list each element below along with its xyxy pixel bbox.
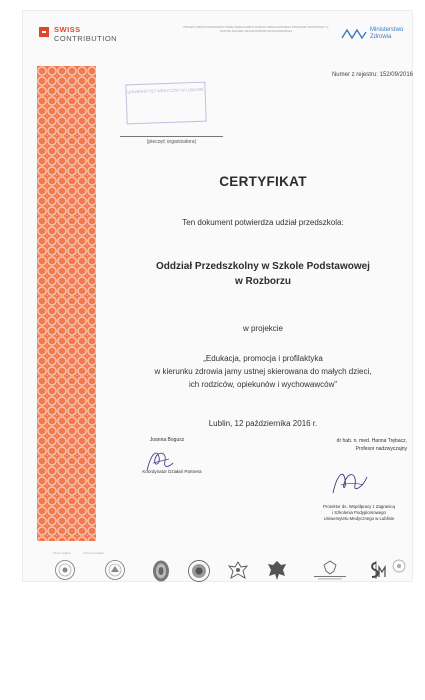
swiss-contribution-logo	[39, 25, 117, 43]
seal-label: (pieczęć organizatora)	[146, 139, 197, 145]
intro-text: Ten dokument potwierdza udział przedszkola:	[182, 218, 344, 227]
left-signatory-name: Joanna Bogusz	[149, 437, 185, 443]
registry-number: Numer z rejestru: 152/09/2016	[331, 72, 413, 78]
organizer-stamp: UNIWERSYTET MEDYCZNY W LUBLINIE	[125, 82, 206, 125]
ministry-logo	[341, 27, 403, 41]
ministry-line2: Zdrowia	[370, 34, 392, 40]
project-line2: w kierunku zdrowia jamy ustnej skierowana do małych dzieci,	[154, 367, 372, 376]
right-signatory-name-line1: dr hab. n. med. Hanna Trębacz,	[336, 438, 407, 444]
university-crest-icon	[310, 559, 350, 581]
seal-line	[120, 136, 223, 137]
right-signatory-role-line3: Uniwersytetu Medycznego w Lublinie	[323, 516, 395, 521]
partner-logos-row	[52, 559, 402, 585]
program-note: PROJEKT WSPÓŁFINANSOWANY PRZEZ SZWAJCARIĘ W RAMACH SZWAJCARSKIEGO PROGRAMU WSPÓŁPRACY Z NOWYMI KRAJAMI CZŁONKOWSKIMI UNII EUROPEJSKIEJ	[183, 26, 329, 33]
seal-icon	[150, 559, 172, 583]
place-and-date: Lublin, 12 października 2016 r.	[208, 419, 318, 428]
right-signatory-role-line2: i Szkolenia Podyplomowego	[332, 510, 386, 515]
right-signatory-role-line1: Prorektor ds. Współpracy z Zagranicą	[323, 504, 395, 509]
right-signatory-name-line2: Profesor nadzwyczajny	[355, 446, 407, 452]
certificate-title: CERTYFIKAT	[219, 174, 307, 189]
seal-icon	[54, 559, 76, 581]
logo-left-line1: SWISS	[54, 25, 81, 34]
partners-labels	[53, 552, 116, 555]
project-name	[113, 352, 413, 391]
decorative-pattern-strip	[37, 66, 96, 541]
school-name-line1: Oddział Przedszkolny w Szkole Podstawowej	[156, 261, 370, 272]
certificate-page	[22, 10, 413, 582]
partners-label-2: Partnerzy projektu	[83, 552, 104, 555]
ministry-wave-icon	[341, 28, 367, 40]
left-signatory-role: Koordynator Działań Partnera	[142, 469, 202, 474]
school-name	[113, 259, 413, 289]
right-signatory-role	[303, 504, 415, 522]
eagle-emblem-icon	[266, 559, 288, 583]
right-signature-icon	[323, 463, 373, 503]
partners-label-1: Partner projektu	[53, 552, 71, 555]
seal-icon	[104, 559, 126, 581]
sum-logo-icon	[366, 559, 388, 581]
seal-icon	[187, 559, 211, 583]
school-name-line2: w Rozborzu	[234, 276, 292, 287]
project-line1: „Edukacja, promocja i profilaktyka	[203, 354, 323, 363]
ministry-line1: Ministerstwo	[370, 27, 404, 33]
swiss-cross-icon	[39, 27, 49, 37]
logo-left-line2: CONTRIBUTION	[54, 34, 118, 43]
seal-icon	[392, 559, 406, 573]
eagle-emblem-icon	[227, 559, 249, 583]
in-project-text: w projekcie	[242, 324, 283, 333]
project-line3: ich rodziców, opiekunów i wychowawców”	[188, 380, 338, 389]
right-signatory-name	[299, 437, 407, 453]
